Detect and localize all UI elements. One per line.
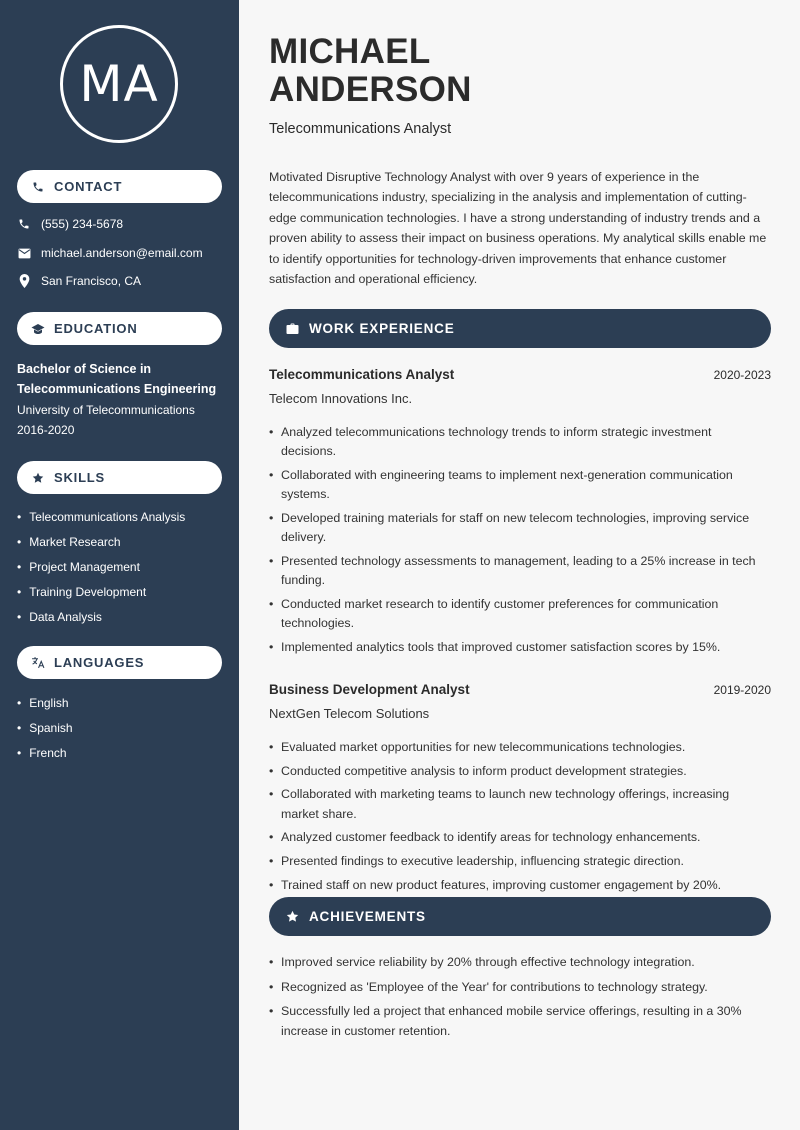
contact-email[interactable] xyxy=(17,246,203,260)
achievements-heading xyxy=(269,897,771,936)
job-dates: 2020-2023 xyxy=(713,368,771,382)
work-experience-heading-label: WORK EXPERIENCE xyxy=(309,321,455,336)
skill-item: • Project Management xyxy=(17,554,185,579)
job-role: Business Development Analyst xyxy=(269,682,470,697)
achievement-item: • Successfully led a project that enhanced mobile service offerings, resulting in a 30% increase in customer retention. xyxy=(269,1002,769,1040)
skills-heading xyxy=(17,461,222,494)
job-bullets xyxy=(269,738,769,899)
achievements-list xyxy=(269,953,769,1045)
skills-list xyxy=(17,504,185,629)
email-text: michael.anderson@email.com xyxy=(41,246,203,260)
briefcase-icon xyxy=(285,322,299,336)
phone-icon xyxy=(17,217,31,231)
job-company: Telecom Innovations Inc. xyxy=(269,391,413,406)
job-bullet: • Conducted market research to identify customer preferences for communication technologies. xyxy=(269,595,769,633)
job-dates: 2019-2020 xyxy=(713,683,771,697)
job-bullet: • Developed training materials for staff on new telecom technologies, improving service delivery. xyxy=(269,509,769,547)
contact-heading-label: CONTACT xyxy=(54,179,123,194)
skill-item: • Training Development xyxy=(17,579,185,604)
last-name: ANDERSON xyxy=(269,70,472,109)
candidate-name xyxy=(269,33,472,109)
education-heading-label: EDUCATION xyxy=(54,321,138,336)
envelope-icon xyxy=(17,246,31,260)
language-item: • English xyxy=(17,690,73,715)
job-role: Telecommunications Analyst xyxy=(269,367,455,382)
job-bullet: • Collaborated with marketing teams to launch new technology offerings, increasing market share. xyxy=(269,785,769,823)
star-icon xyxy=(31,471,45,485)
contact-location xyxy=(17,274,141,288)
job-bullet: • Evaluated market opportunities for new telecommunications technologies. xyxy=(269,738,769,757)
skill-item: • Data Analysis xyxy=(17,604,185,629)
language-item: • French xyxy=(17,740,73,765)
job-bullet: • Presented findings to executive leadership, influencing strategic direction. xyxy=(269,852,769,871)
job-bullet: • Presented technology assessments to management, leading to a 25% increase in tech funding. xyxy=(269,552,769,590)
map-pin-icon xyxy=(17,274,31,288)
education-years: 2016-2020 xyxy=(17,423,75,437)
job-bullet: • Trained staff on new product features, improving customer engagement by 20%. xyxy=(269,876,769,895)
achievements-heading-label: ACHIEVEMENTS xyxy=(309,909,426,924)
job-bullet: • Conducted competitive analysis to inform product development strategies. xyxy=(269,762,769,781)
graduation-cap-icon xyxy=(31,322,45,336)
achievement-item: • Improved service reliability by 20% through effective technology integration. xyxy=(269,953,769,972)
languages-list xyxy=(17,690,73,765)
achievement-item: • Recognized as 'Employee of the Year' for contributions to technology strategy. xyxy=(269,978,769,997)
phone-text: (555) 234-5678 xyxy=(41,217,124,231)
job-bullet: • Analyzed telecommunications technology trends to inform strategic investment decisions. xyxy=(269,423,769,461)
job-header xyxy=(269,682,771,697)
avatar xyxy=(60,25,178,143)
first-name: MICHAEL xyxy=(269,32,431,71)
language-item: • Spanish xyxy=(17,715,73,740)
avatar-initials: MA xyxy=(79,55,159,113)
job-bullets xyxy=(269,423,769,661)
star-icon xyxy=(285,910,299,924)
job-company: NextGen Telecom Solutions xyxy=(269,706,430,721)
job-header xyxy=(269,367,771,382)
skill-item: • Market Research xyxy=(17,529,185,554)
phone-icon xyxy=(31,180,45,194)
education-school: University of Telecommunications xyxy=(17,403,195,417)
location-text: San Francisco, CA xyxy=(41,274,142,288)
contact-heading xyxy=(17,170,222,203)
sidebar xyxy=(0,0,239,1130)
contact-phone[interactable] xyxy=(17,217,123,231)
job-bullet: • Analyzed customer feedback to identify areas for technology enhancements. xyxy=(269,828,769,847)
skills-heading-label: SKILLS xyxy=(54,470,106,485)
skill-item: • Telecommunications Analysis xyxy=(17,504,185,529)
candidate-title: Telecommunications Analyst xyxy=(269,121,452,137)
languages-heading-label: LANGUAGES xyxy=(54,655,145,670)
profile-summary: Motivated Disruptive Technology Analyst with over 9 years of experience in the telecommunications industry, specializing in the analysis and implementation of cutting-edge communication technologies. I have a strong understanding of industry trends and a proven ability to assess their impact on business operations. My analytical skills enable me to identify opportunities for technology-driven improvements that enhance customer satisfaction and operational efficiency. xyxy=(269,170,767,287)
job-bullet: • Implemented analytics tools that improved customer satisfaction scores by 15%. xyxy=(269,638,769,657)
education-degree: Bachelor of Science in Telecommunications Engineering xyxy=(17,362,217,396)
languages-heading xyxy=(17,646,222,679)
work-experience-heading xyxy=(269,309,771,348)
education-heading xyxy=(17,312,222,345)
job-bullet: • Collaborated with engineering teams to implement next-generation communication systems. xyxy=(269,466,769,504)
translate-icon xyxy=(31,656,45,670)
